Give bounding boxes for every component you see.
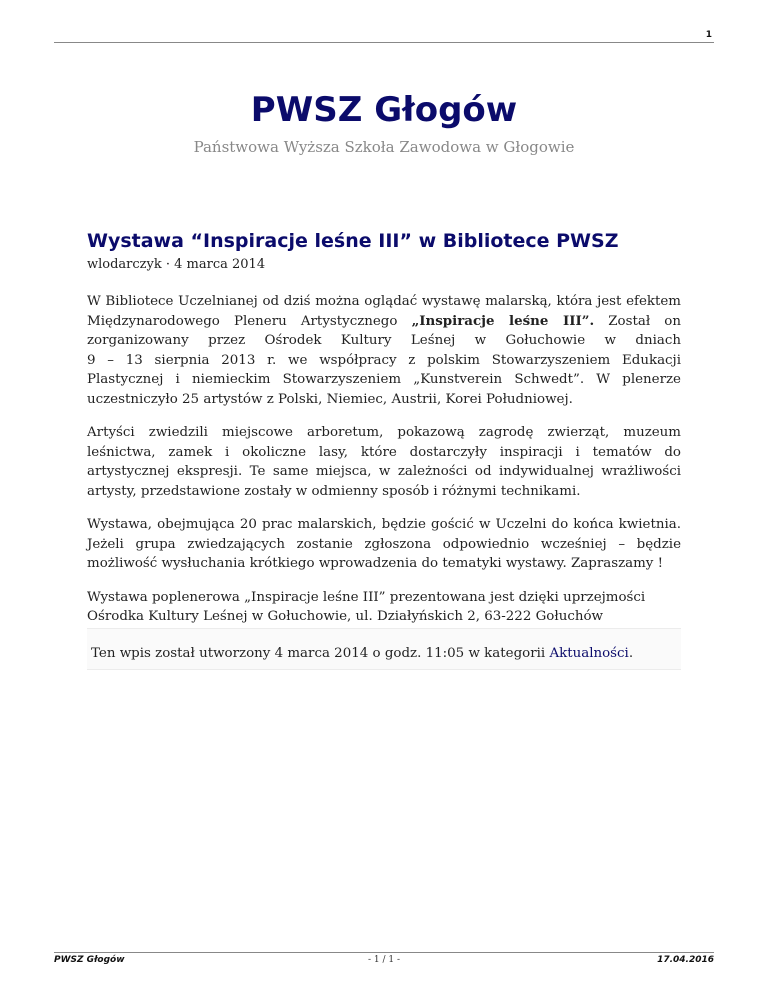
category-link[interactable]: Aktualności: [549, 646, 629, 661]
footer-date: 17.04.2016: [657, 955, 714, 965]
paragraph-line: artystycznej ekspresji. Te same miejsca, w zależności od indywidualnej wrażliwości: [87, 464, 681, 479]
post-meta: wlodarczyk · 4 marca 2014: [87, 257, 266, 272]
paragraph-line: Wystawa, obejmująca 20 prac malarskich, będzie gościć w Uczelni do końca kwietnia.: [87, 517, 681, 532]
paragraph-line: [87, 312, 681, 332]
paragraph-line: Plastycznej i niemieckim Stowarzyszeniem „Kunstverein Schwedt”. W plenerze: [87, 372, 681, 387]
footer-page-count: - 1 / 1 -: [367, 955, 400, 965]
text-segment: Został on: [594, 313, 681, 329]
post-footer-text: Ten wpis został utworzony 4 marca 2014 o godz. 11:05 w kategorii: [91, 646, 550, 661]
paragraph-line: Ośrodka Kultury Leśnej w Gołuchowie, ul. Działyńskich 2, 63-222 Gołuchów: [87, 609, 603, 624]
post-footer: [91, 646, 633, 661]
paragraph-2: [87, 423, 681, 501]
text-segment: Międzynarodowego Pleneru Artystycznego: [87, 313, 412, 329]
paragraph-line: W Bibliotece Uczelnianej od dziś można oglądać wystawę malarską, która jest efektem: [87, 294, 681, 309]
paragraph-line: 9 – 13 sierpnia 2013 r. we współpracy z polskim Stowarzyszeniem Edukacji: [87, 352, 681, 368]
paragraph-4: [87, 588, 681, 627]
post-title[interactable]: Wystawa “Inspiracje leśne III” w Bibliotece PWSZ: [87, 230, 619, 252]
paragraph-line: możliwość wysłuchania krótkiego wprowadzenia do tematyki wystawy. Zapraszamy !: [87, 556, 664, 571]
paragraph-1: [87, 292, 681, 409]
paragraph-line: uczestniczyło 25 artystów z Polski, Niemiec, Austrii, Korei Południowej.: [87, 391, 573, 407]
site-title[interactable]: PWSZ Głogów: [250, 90, 518, 130]
paragraph-line: Wystawa poplenerowa „Inspiracje leśne III” prezentowana jest dzięki uprzejmości: [87, 589, 646, 605]
site-tagline: Państwowa Wyższa Szkoła Zawodowa w Głogowie: [193, 138, 575, 156]
paragraph-line: Artyści zwiedzili miejscowe arboretum, pokazową zagrodę zwierząt, muzeum: [87, 425, 681, 440]
post-content: [87, 292, 681, 641]
post-footer-suffix: .: [628, 646, 634, 661]
header-divider: [54, 42, 714, 43]
page-number: 1: [705, 30, 712, 40]
exhibition-name: „Inspiracje leśne III”.: [411, 312, 595, 329]
paragraph-line: zorganizowany przez Ośrodek Kultury Leśnej w Gołuchowie w dniach: [87, 333, 681, 348]
footer-site-name: PWSZ Głogów: [54, 955, 125, 965]
paragraph-line: artysty, przedstawione zostały w odmienny sposób i różnymi technikami.: [87, 483, 581, 499]
paragraph-3: [87, 515, 681, 574]
paragraph-line: leśnictwa, zamek i okoliczne lasy, które dostarczyły inspiracji i tematów do: [87, 444, 681, 460]
paragraph-line: Jeżeli grupa zwiedzających zostanie zgłoszona odpowiednio wcześniej – będzie: [87, 536, 681, 552]
footer-divider: [54, 952, 714, 953]
